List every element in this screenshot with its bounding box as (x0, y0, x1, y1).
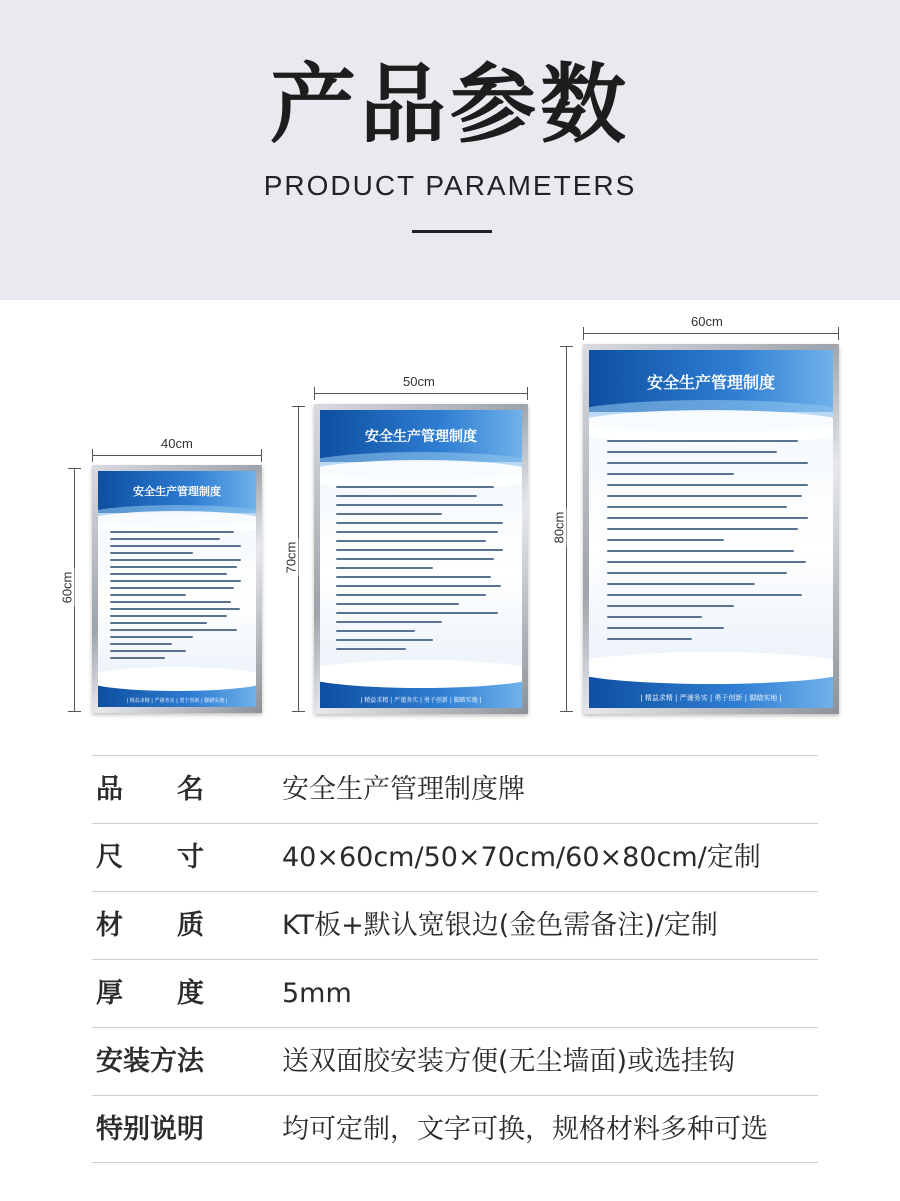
height-label: 70cm (283, 539, 298, 577)
sign-text-block (607, 440, 819, 649)
spec-row-notes (92, 1095, 818, 1163)
spec-row-material (92, 891, 818, 959)
width-label: 60cm (688, 314, 726, 329)
spec-row-thickness (92, 959, 818, 1027)
sign-title: 安全生产管理制度 (646, 373, 775, 392)
spec-key: 特别说明 (96, 1114, 204, 1145)
page-title: 产品参数 (270, 55, 630, 155)
sign-footer: | 精益求精 | 严谨务实 | 勇于创新 | 脚踏实地 | (640, 694, 782, 702)
spec-row-installation (92, 1027, 818, 1095)
spec-value: 安全生产管理制度牌 (282, 774, 525, 805)
sign-text-block (336, 486, 512, 657)
sign-footer: | 精益求精 | 严谨务实 | 勇于创新 | 脚踏实地 | (360, 697, 482, 704)
spec-value: 5mm (282, 978, 352, 1009)
width-dimension-line (583, 333, 839, 334)
spec-key: 品 名 (96, 774, 204, 805)
height-label: 60cm (59, 569, 74, 607)
width-label: 50cm (400, 374, 438, 389)
spec-key: 安装方法 (96, 1046, 204, 1077)
spec-row-size (92, 823, 818, 891)
sign-image-small (92, 465, 262, 713)
sign-text-block (110, 531, 248, 664)
spec-key: 尺 寸 (96, 842, 204, 873)
sign-image-medium (314, 404, 528, 714)
sign-title: 安全生产管理制度 (365, 429, 477, 445)
page-subtitle: PRODUCT PARAMETERS (263, 170, 637, 201)
spec-value: 40×60cm/50×70cm/60×80cm/定制 (282, 842, 761, 873)
sign-title: 安全生产管理制度 (133, 485, 221, 498)
width-label: 40cm (158, 436, 196, 451)
width-dimension-line (92, 455, 262, 456)
header-banner (0, 0, 900, 300)
height-label: 80cm (551, 509, 566, 547)
title-divider (412, 230, 492, 233)
spec-row-name (92, 755, 818, 823)
sign-footer: | 精益求精 | 严谨务实 | 勇于创新 | 脚踏实地 | (126, 698, 228, 704)
spec-table (92, 755, 818, 1163)
spec-value: 送双面胶安装方便(无尘墙面)或选挂钩 (282, 1046, 736, 1077)
sign-image-large (583, 344, 839, 714)
spec-key: 厚 度 (96, 978, 204, 1009)
spec-value: 均可定制，文字可换，规格材料多种可选 (282, 1114, 768, 1145)
spec-value: KT板+默认宽银边(金色需备注)/定制 (282, 910, 718, 941)
width-dimension-line (314, 393, 528, 394)
spec-key: 材 质 (96, 910, 204, 941)
